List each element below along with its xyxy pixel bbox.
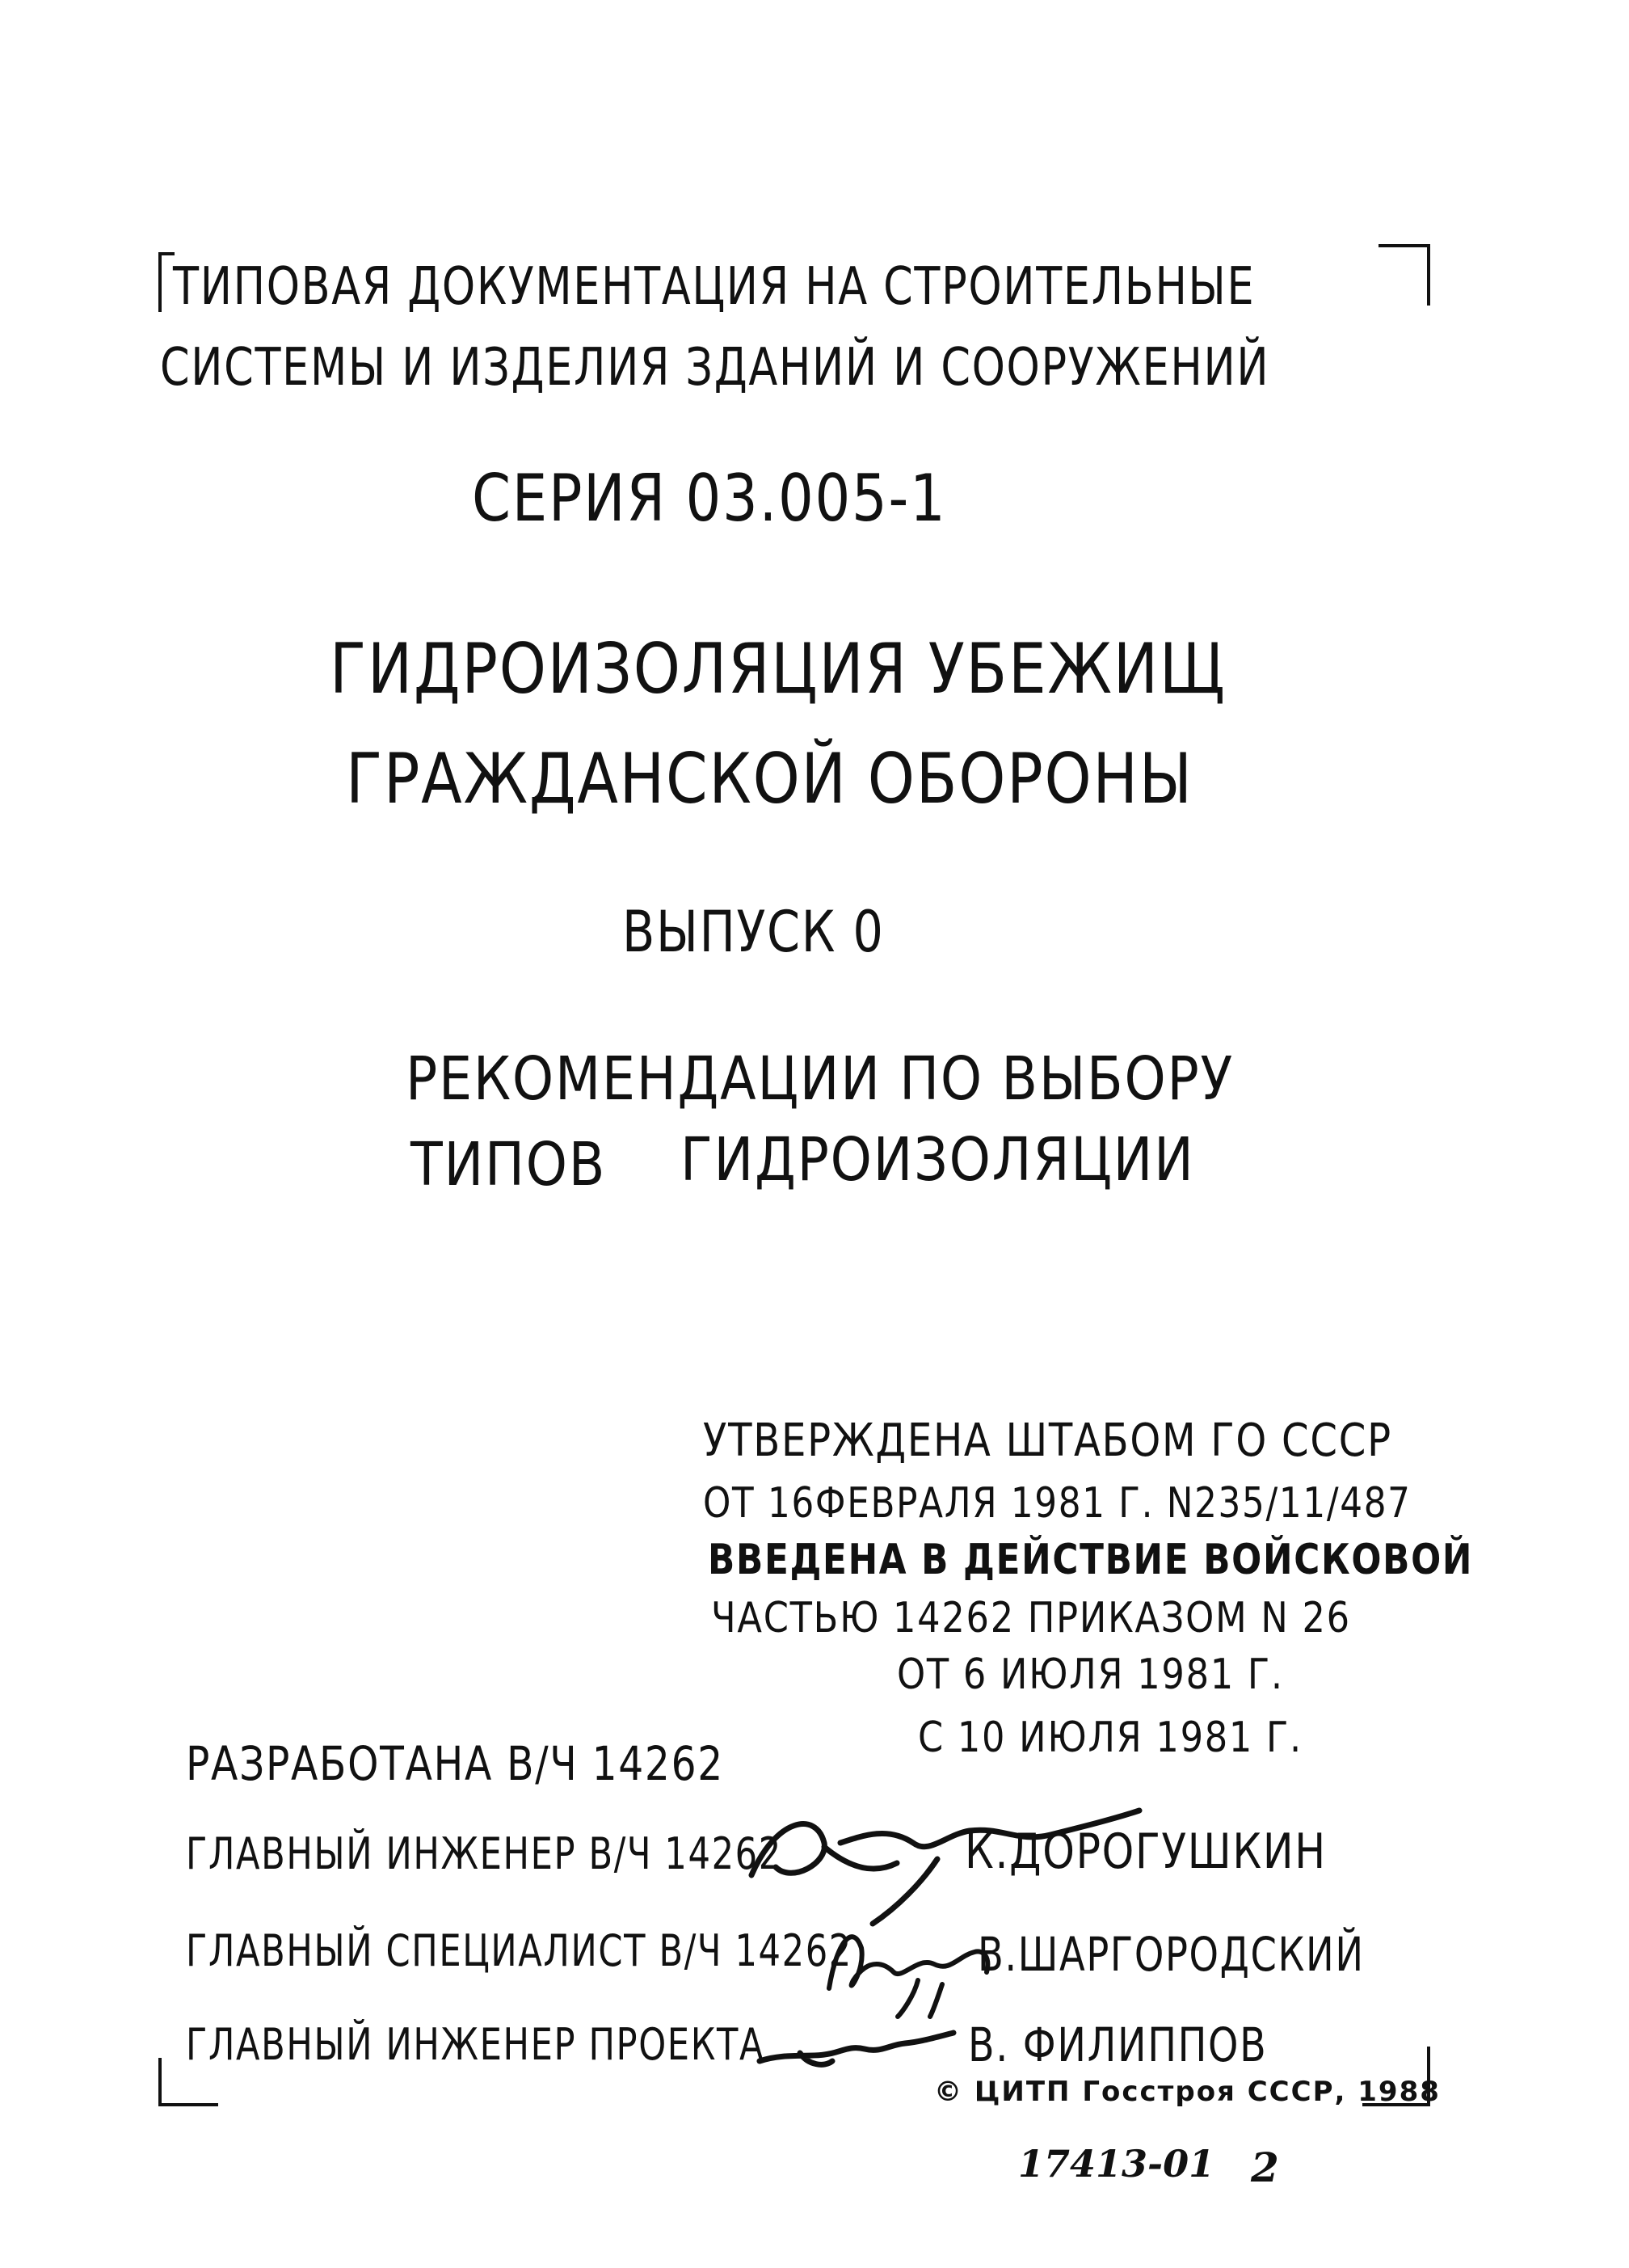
signatory-2-role: ГЛАВНЫЙ СПЕЦИАЛИСТ В/Ч 14262 <box>186 1925 852 1976</box>
approval-line-3: ВВЕДЕНА В ДЕЙСТВИЕ ВОЙСКОВОЙ <box>708 1536 1474 1584</box>
series-label: СЕРИЯ 03.005-1 <box>472 461 947 536</box>
top-left-bracket <box>158 252 175 312</box>
subtitle-line-2a: ТИПОВ <box>410 1130 607 1199</box>
document-number: 17413-01 <box>1018 2142 1215 2186</box>
signature-2-image <box>821 1908 999 2021</box>
signatory-1-name: К.ДОРОГУШКИН <box>965 1823 1327 1880</box>
header-line-1: ТИПОВАЯ ДОКУМЕНТАЦИЯ НА СТРОИТЕЛЬНЫЕ <box>173 257 1256 317</box>
issue-label: ВЫПУСК 0 <box>622 899 885 965</box>
copyright-notice: © ЦИТП Госстроя СССР, 1988 <box>934 2076 1441 2108</box>
signatory-3-name: В. ФИЛИППОВ <box>968 2017 1268 2072</box>
signatory-2-name: В.ШАРГОРОДСКИЙ <box>978 1927 1365 1982</box>
page-number: 2 <box>1251 2144 1279 2191</box>
title-line-2: ГРАЖДАНСКОЙ ОБОРОНЫ <box>346 739 1193 820</box>
approval-line-4: ЧАСТЬЮ 14262 ПРИКАЗОМ N 26 <box>711 1594 1351 1642</box>
title-line-1: ГИДРОИЗОЛЯЦИЯ УБЕЖИЩ <box>330 629 1227 710</box>
subtitle-line-1: РЕКОМЕНДАЦИИ ПО ВЫБОРУ <box>406 1044 1234 1114</box>
subtitle-line-2b: ГИДРОИЗОЛЯЦИИ <box>680 1125 1195 1195</box>
signatory-3-role: ГЛАВНЫЙ ИНЖЕНЕР ПРОЕКТА <box>186 2019 765 2070</box>
approval-line-1: УТВЕРЖДЕНА ШТАБОМ ГО СССР <box>703 1414 1392 1467</box>
top-right-bracket <box>1379 244 1430 306</box>
signature-3-image <box>751 2021 962 2085</box>
developed-by: РАЗРАБОТАНА В/Ч 14262 <box>186 1736 724 1791</box>
approval-line-5: ОТ 6 ИЮЛЯ 1981 Г. <box>897 1650 1284 1699</box>
approval-line-6: С 10 ИЮЛЯ 1981 Г. <box>918 1714 1303 1762</box>
header-line-2: СИСТЕМЫ И ИЗДЕЛИЯ ЗДАНИЙ И СООРУЖЕНИЙ <box>160 338 1270 398</box>
signatory-1-role: ГЛАВНЫЙ ИНЖЕНЕР В/Ч 14262 <box>186 1828 782 1879</box>
approval-line-2: ОТ 16ФЕВРАЛЯ 1981 Г. N235/11/487 <box>703 1479 1412 1528</box>
